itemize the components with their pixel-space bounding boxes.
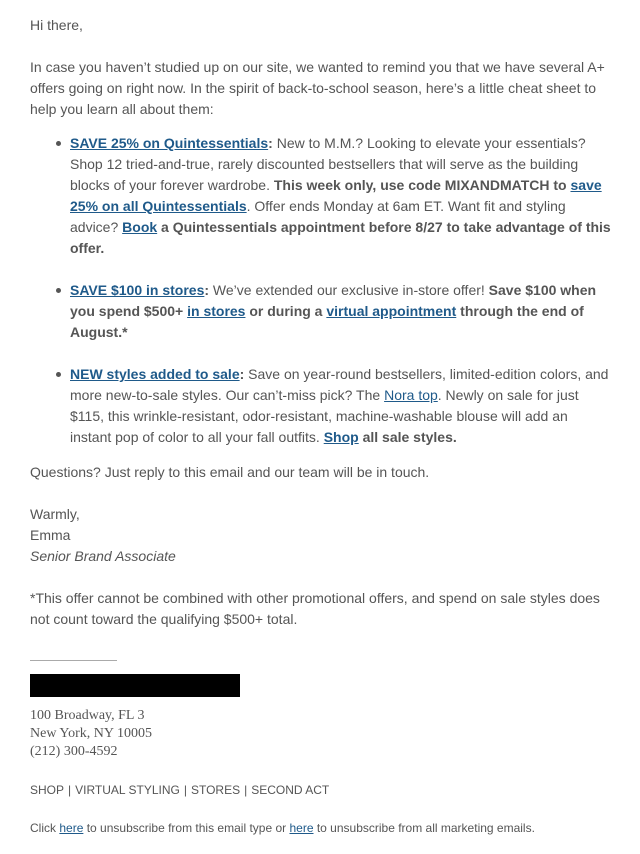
offer-text: . Offer ends Monday at 6am ET. Want fit and styling advice? — [70, 198, 566, 235]
footer-link-stores[interactable]: STORES — [190, 783, 241, 797]
signature-title: Senior Brand Associate — [30, 548, 176, 564]
footer-separator: | — [68, 783, 72, 797]
footer-link-virtual-styling[interactable]: VIRTUAL STYLING — [75, 783, 180, 797]
offer-text: We’ve extended our exclusive in-store offer! — [209, 282, 489, 298]
footer-separator: | — [183, 783, 187, 797]
offer-bold-text: or during a — [245, 303, 327, 319]
questions-text: Questions? Just reply to this email and our team will be in touch. — [30, 464, 430, 480]
phone-number: (212) 300-4592 — [30, 744, 118, 759]
unsubscribe-all-link[interactable]: here — [289, 821, 314, 835]
offer-text: New to M.M.? Looking to elevate your essentials? Shop 12 tried-and-true, rarely discounted bestsellers that will serve as the building blocks of your forever wardrobe. — [70, 135, 586, 193]
bullet-icon — [56, 372, 61, 377]
offer-quintessentials-link[interactable]: SAVE 25% on Quintessentials — [70, 135, 269, 151]
address-line: 100 Broadway, FL 3 — [30, 708, 145, 723]
offer-bold-text: Save $100 when you spend $500+ — [70, 282, 597, 319]
offer-sale-link[interactable]: NEW styles added to sale — [70, 366, 240, 382]
greeting: Hi there, — [30, 17, 83, 33]
offer-text: Save on year-round bestsellers, limited-edition colors, and more new-to-sale styles. Our can’t-miss pick? The — [70, 366, 609, 403]
bullet-icon — [56, 141, 61, 146]
nora-top-link[interactable]: Nora top — [384, 387, 438, 403]
divider — [30, 660, 117, 661]
offer-bold-text: all sale styles. — [358, 429, 457, 445]
offer-bold-text: This week only, use code MIXANDMATCH to — [273, 177, 571, 193]
book-link[interactable]: Book — [122, 219, 158, 235]
unsubscribe-prefix: Click — [30, 821, 60, 835]
list-item — [70, 364, 612, 448]
footer-link-shop[interactable]: SHOP — [30, 783, 65, 797]
footer-separator: | — [244, 783, 248, 797]
disclaimer: *This offer cannot be combined with other promotional offers, and spend on sale styles does not count toward the qualifying $500+ total. — [30, 590, 600, 627]
footer-links — [30, 782, 329, 798]
unsubscribe-middle: to unsubscribe from this email type or — [83, 821, 290, 835]
unsubscribe-text — [30, 820, 535, 836]
signature-name: Emma — [30, 527, 71, 543]
unsubscribe-suffix: to unsubscribe from all marketing emails. — [313, 821, 535, 835]
offer-text: . Newly on sale for just $115, this wrinkle-resistant, odor-resistant, machine-washable blouse will add an instant pop of color to all your fall outfits. — [70, 387, 579, 445]
list-item — [70, 133, 612, 259]
offers-list — [30, 133, 612, 448]
address-line: New York, NY 10005 — [30, 726, 152, 741]
unsubscribe-type-link[interactable]: here — [59, 821, 84, 835]
footer-link-second-act[interactable]: SECOND ACT — [251, 783, 330, 797]
offer-colon: : — [204, 282, 210, 298]
offer-stores-link[interactable]: SAVE $100 in stores — [70, 282, 205, 298]
virtual-appointment-link[interactable]: virtual appointment — [326, 303, 457, 319]
in-stores-link[interactable]: in stores — [187, 303, 246, 319]
list-item — [70, 280, 612, 343]
shop-link[interactable]: Shop — [323, 429, 359, 445]
logo-block — [30, 674, 240, 697]
offer-bold-text: through the end of August.* — [70, 303, 584, 340]
offer-bold-text: a Quintessentials appointment before 8/27 to take advantage of this offer. — [70, 219, 611, 256]
signoff: Warmly, — [30, 506, 80, 522]
save-quintessentials-link[interactable]: save 25% on all Quintessentials — [70, 177, 602, 214]
offer-colon: : — [268, 135, 273, 151]
bullet-icon — [56, 288, 61, 293]
offer-colon: : — [239, 366, 245, 382]
intro-paragraph: In case you haven’t studied up on our site, we wanted to remind you that we have several A+ offers going on right now. In the spirit of back-to-school season, here’s a little cheat sheet to help you learn all about them: — [30, 59, 605, 117]
